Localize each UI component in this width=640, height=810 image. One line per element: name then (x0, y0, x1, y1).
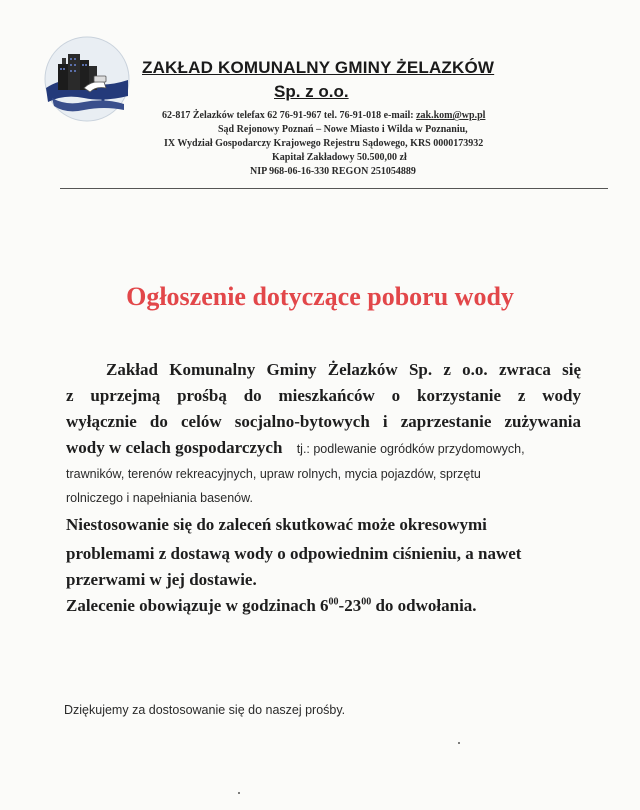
company-name: ZAKŁAD KOMUNALNY GMINY ŻELAZKÓW (142, 58, 495, 77)
register-line: IX Wydział Gospodarczy Krajowego Rejestru Sądowego, KRS 0000173932 (164, 138, 484, 149)
header-divider (60, 188, 608, 189)
scan-speck (458, 742, 460, 744)
capital-line: Kapitał Zakładowy 50.500,00 zł (272, 152, 407, 163)
hours-dash: -23 (338, 596, 362, 615)
notice-title: Ogłoszenie dotyczące poboru wody (126, 282, 514, 311)
notice-line-6: rolniczego i napełniania basenów. (66, 491, 253, 505)
hours-start-superscript: 00 (328, 596, 339, 608)
notice-line-3: wyłącznie do celów socjalno-bytowych i zaprzestanie zużywania (66, 412, 581, 431)
company-logo (44, 36, 130, 122)
court-line: Sąd Rejonowy Poznań – Nowe Miasto i Wilda w Poznaniu, (218, 124, 468, 135)
company-form: Sp. z o.o. (274, 82, 349, 101)
email-link[interactable]: zak.kom@wp.pl (416, 110, 486, 121)
hours-end-superscript: 00 (361, 596, 372, 608)
notice-line-2: z uprzejmą prośbą do mieszkańców o korzystanie z wody (66, 386, 581, 405)
notice-line-8: problemami z dostawą wody o odpowiednim ciśnieniu, a nawet (66, 544, 522, 563)
notice-line-7: Niestosowanie się do zaleceń skutkować może okresowymi (66, 515, 487, 534)
notice-line-4-bold: wody w celach gospodarczych (66, 438, 283, 457)
contact-line (162, 110, 485, 121)
thanks-text: Dziękujemy za dostosowanie się do naszej prośby. (64, 703, 346, 717)
contact-line-text: 62-817 Żelazków telefax 62 76-91-967 tel. 76-91-018 e-mail: (162, 110, 417, 121)
notice-line-4-regular: tj.: podlewanie ogródków przydomowych, (296, 442, 525, 456)
hours-text: Zalecenie obowiązuje w godzinach 6 (66, 596, 329, 615)
notice-line-9: przerwami w jej dostawie. (66, 570, 257, 589)
notice-line-5: trawników, terenów rekreacyjnych, upraw rolnych, mycia pojazdów, sprzętu (66, 467, 481, 481)
notice-line-10 (66, 596, 581, 616)
notice-line-4 (66, 438, 581, 458)
scan-speck (238, 792, 240, 794)
notice-line-1: Zakład Komunalny Gminy Żelazków Sp. z o.o. zwraca się (106, 360, 581, 379)
ids-line: NIP 968-06-16-330 REGON 251054889 (250, 166, 416, 177)
until-revoked-text: do odwołania. (371, 596, 477, 615)
